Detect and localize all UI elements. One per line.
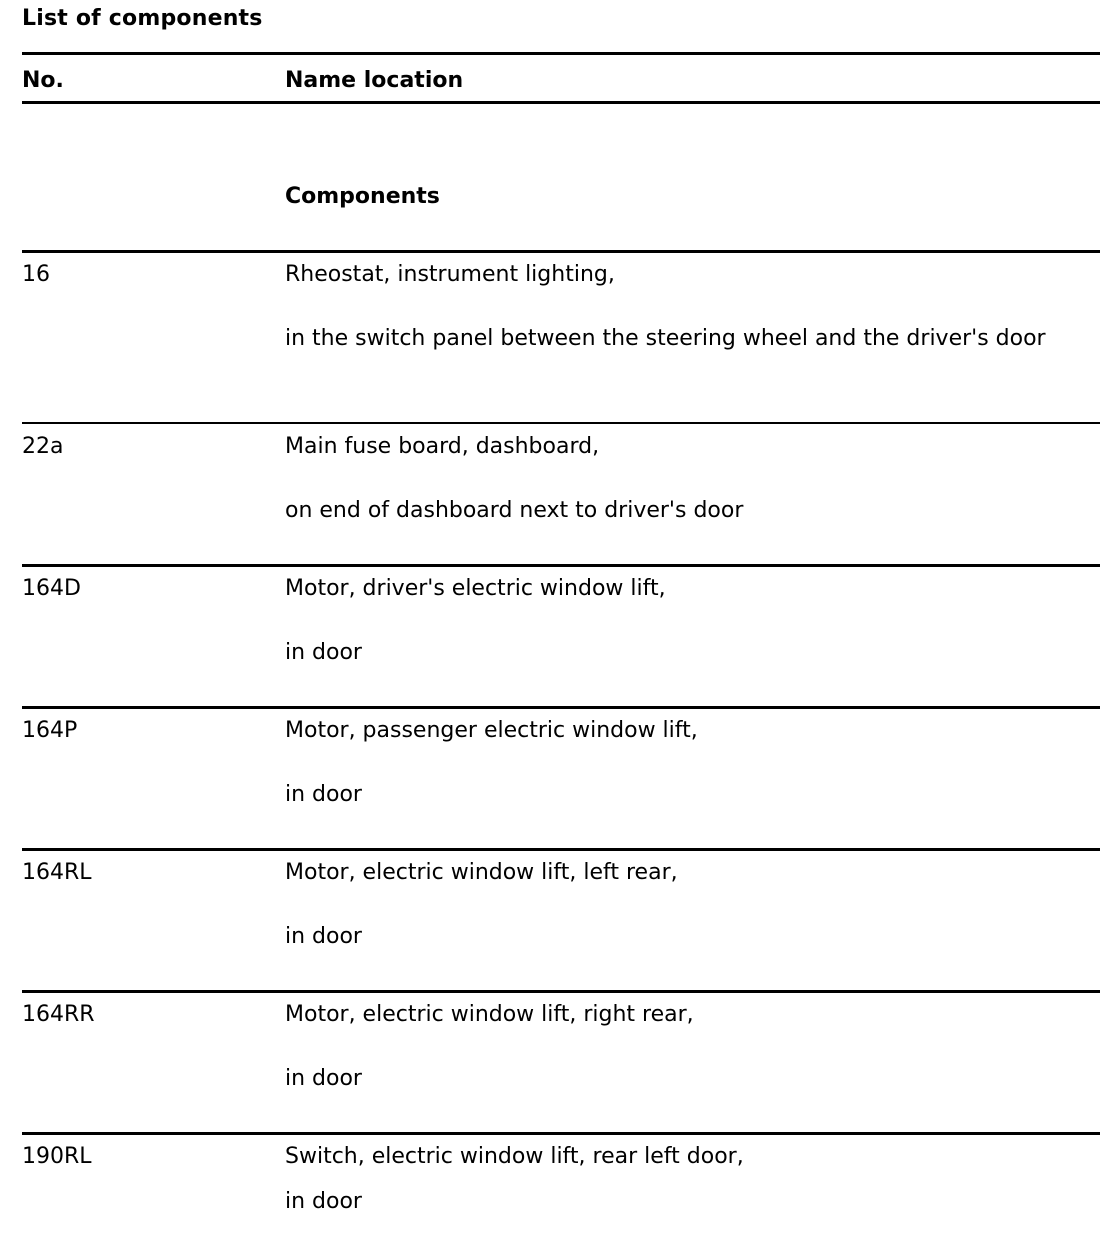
component-location: in door bbox=[285, 1066, 362, 1091]
table-row bbox=[22, 706, 1100, 848]
component-location: in the switch panel between the steering wheel and the driver's door bbox=[285, 326, 1046, 351]
component-name: Motor, passenger electric window lift, bbox=[285, 718, 698, 743]
row-divider bbox=[22, 1132, 1100, 1135]
component-location: in door bbox=[285, 640, 362, 665]
component-list-page bbox=[22, 0, 1100, 1244]
row-divider bbox=[22, 250, 1100, 253]
component-location: in door bbox=[285, 1189, 362, 1214]
column-header-name-location: Name location bbox=[285, 68, 464, 93]
component-name: Rheostat, instrument lighting, bbox=[285, 262, 615, 287]
row-divider bbox=[22, 706, 1100, 709]
table-row bbox=[22, 990, 1100, 1132]
row-divider bbox=[22, 848, 1100, 851]
table-row bbox=[22, 848, 1100, 990]
row-divider bbox=[22, 990, 1100, 993]
column-header-no: No. bbox=[22, 68, 64, 93]
row-divider bbox=[22, 422, 1100, 424]
component-location: in door bbox=[285, 782, 362, 807]
component-name: Switch, electric window lift, rear left door, bbox=[285, 1144, 744, 1169]
component-number: 164RL bbox=[22, 860, 92, 885]
header-bottom-rule bbox=[22, 101, 1100, 104]
table-row bbox=[22, 1132, 1100, 1244]
document-title: List of components bbox=[22, 6, 263, 31]
component-location: in door bbox=[285, 924, 362, 949]
component-number: 22a bbox=[22, 434, 64, 459]
component-number: 164RR bbox=[22, 1002, 95, 1027]
header-top-rule bbox=[22, 52, 1100, 55]
component-number: 190RL bbox=[22, 1144, 92, 1169]
table-row bbox=[22, 564, 1100, 706]
component-name: Main fuse board, dashboard, bbox=[285, 434, 600, 459]
component-location: on end of dashboard next to driver's door bbox=[285, 498, 744, 523]
component-name: Motor, driver's electric window lift, bbox=[285, 576, 666, 601]
component-name: Motor, electric window lift, left rear, bbox=[285, 860, 678, 885]
component-number: 164P bbox=[22, 718, 78, 743]
table-row bbox=[22, 422, 1100, 564]
component-number: 16 bbox=[22, 262, 50, 287]
table-row bbox=[22, 250, 1100, 422]
component-name: Motor, electric window lift, right rear, bbox=[285, 1002, 694, 1027]
component-number: 164D bbox=[22, 576, 81, 601]
section-label-components: Components bbox=[285, 184, 440, 209]
row-divider bbox=[22, 564, 1100, 567]
